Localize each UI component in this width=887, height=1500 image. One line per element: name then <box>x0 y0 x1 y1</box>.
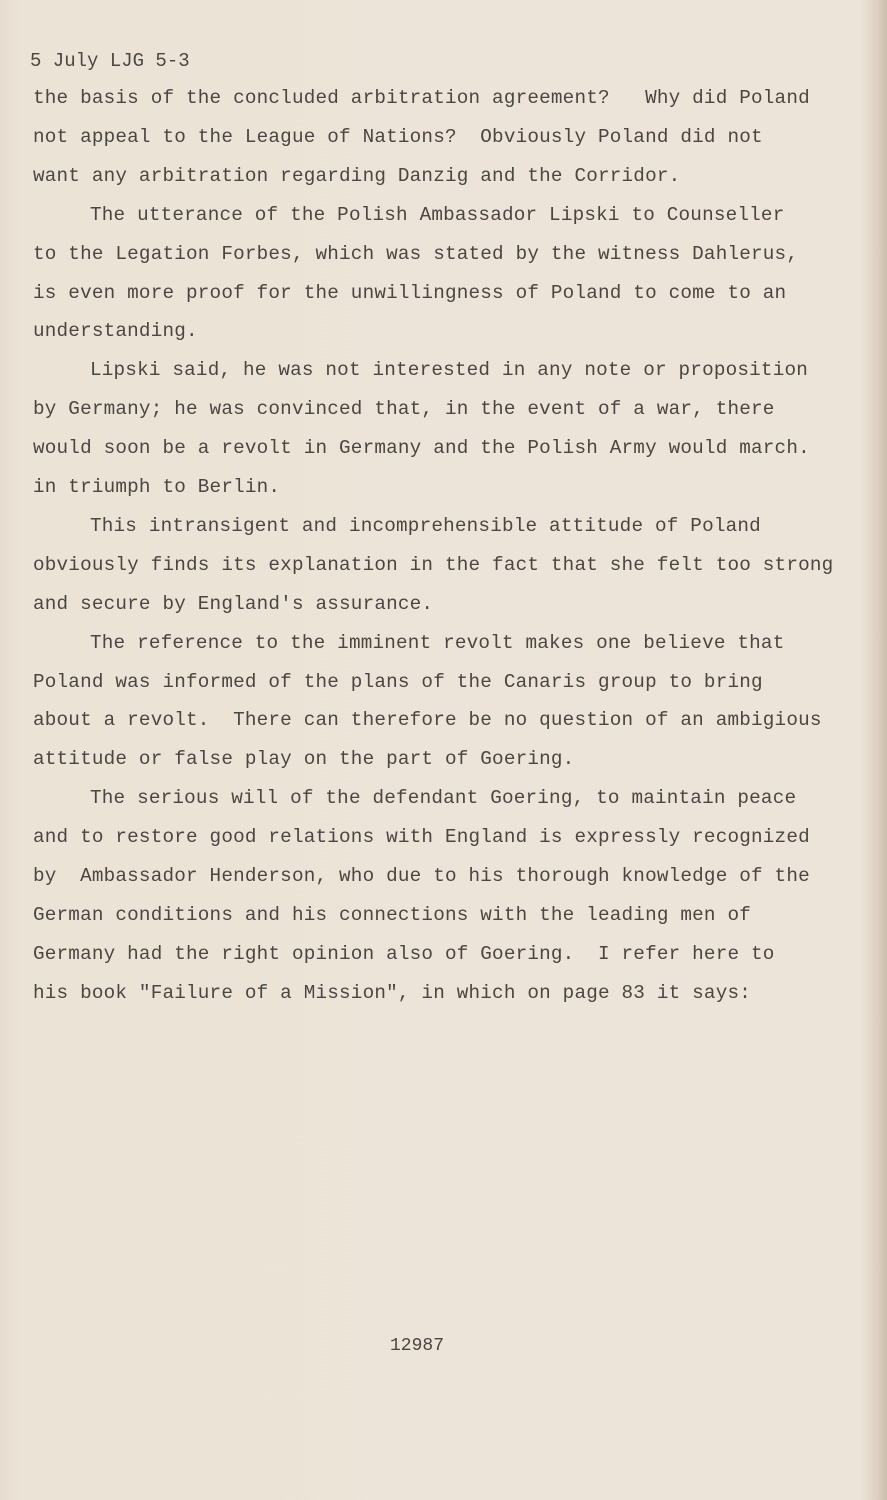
text-line: to the Legation Forbes, which was stated by the witness Dahlerus, <box>33 242 799 265</box>
text-line: German conditions and his connections with the leading men of <box>33 903 752 926</box>
text-line: attitude or false play on the part of Goering. <box>33 748 575 771</box>
text-line: in triumph to Berlin. <box>33 476 281 498</box>
text-line: obviously finds its explanation in the fact that she felt too strong <box>33 553 834 576</box>
text-line: want any arbitration regarding Danzig and the Corridor. <box>33 164 681 187</box>
text-line: is even more proof for the unwillingness of Poland to come to an <box>33 281 787 304</box>
text-line: The utterance of the Polish Ambassador Lipski to Counseller <box>90 203 785 226</box>
text-line: This intransigent and incomprehensible attitude of Poland <box>90 514 761 537</box>
page-number: 12987 <box>390 1336 445 1356</box>
text-line: The serious will of the defendant Goering, to maintain peace <box>90 787 797 810</box>
text-line: Poland was informed of the plans of the Canaris group to bring <box>33 670 763 693</box>
text-line: The reference to the imminent revolt makes one believe that <box>90 631 785 654</box>
text-line: understanding. <box>33 320 198 343</box>
document-header: 5 July LJG 5-3 <box>30 50 190 72</box>
text-line: about a revolt. There can therefore be no question of an ambigious <box>33 709 822 732</box>
text-line: by Germany; he was convinced that, in the event of a war, there <box>33 398 775 421</box>
text-line: not appeal to the League of Nations? Obviously Poland did not <box>33 125 763 148</box>
text-line: Lipski said, he was not interested in any note or proposition <box>90 359 809 382</box>
text-line: by Ambassador Henderson, who due to his thorough knowledge of the <box>33 865 810 887</box>
text-line: and to restore good relations with England is expressly recognized <box>33 826 810 849</box>
text-line: the basis of the concluded arbitration agreement? Why did Poland <box>33 87 810 109</box>
text-line: would soon be a revolt in Germany and the Polish Army would march. <box>33 437 810 460</box>
text-line: his book "Failure of a Mission", in which on page 83 it says: <box>33 981 752 1004</box>
text-line: and secure by England's assurance. <box>33 592 434 615</box>
text-line: Germany had the right opinion also of Goering. I refer here to <box>33 942 775 965</box>
